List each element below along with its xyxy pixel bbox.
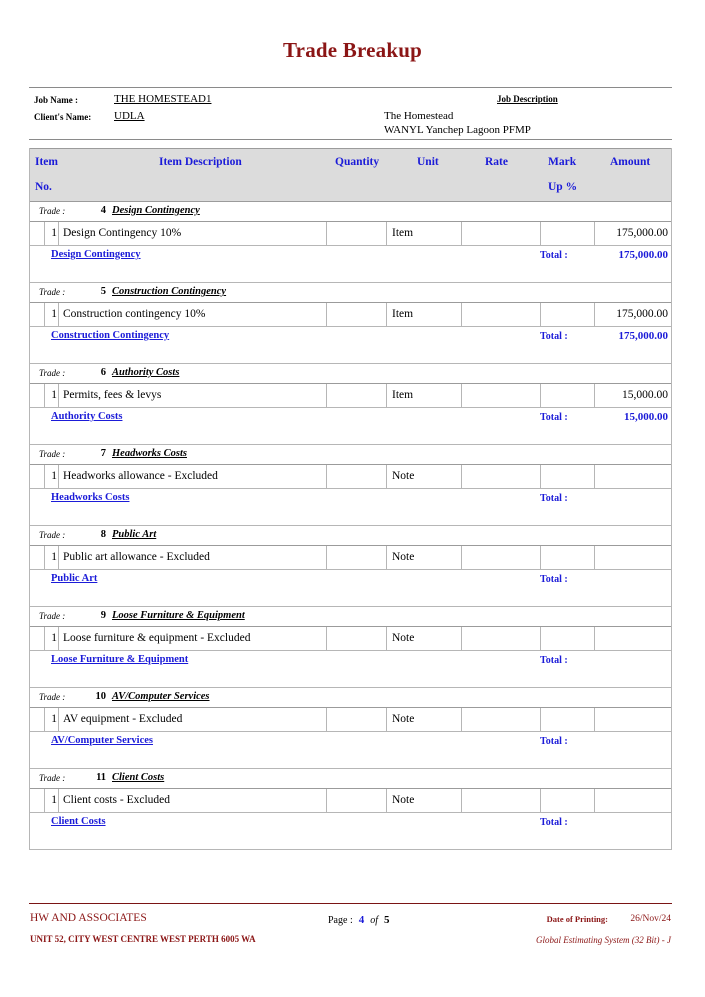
- row-gutter: [30, 384, 44, 407]
- trade-header-row: [30, 283, 671, 303]
- column-header-mark: Mark: [548, 156, 577, 168]
- trade-label: Trade :: [39, 773, 66, 783]
- row-gutter: [30, 465, 44, 488]
- column-header-amount: Amount: [610, 156, 651, 168]
- cell-unit: Note: [386, 465, 461, 488]
- page-label: Page :: [328, 915, 353, 926]
- cell-description: Loose furniture & equipment - Excluded: [58, 627, 326, 650]
- footer-date-value: 26/Nov/24: [630, 914, 671, 924]
- trade-total-row: [30, 570, 671, 606]
- cell-mark-up: [540, 222, 594, 245]
- cell-description: Design Contingency 10%: [58, 222, 326, 245]
- trade-group: [30, 202, 671, 283]
- trade-group: [30, 688, 671, 769]
- trade-number: 11: [96, 772, 106, 783]
- cell-amount: 175,000.00: [594, 222, 672, 245]
- trade-total-row: [30, 408, 671, 444]
- trade-name[interactable]: Authority Costs: [112, 367, 180, 378]
- cell-mark-up: [540, 465, 594, 488]
- cell-amount: 15,000.00: [594, 384, 672, 407]
- total-label: Total :: [540, 736, 568, 747]
- cell-quantity: [326, 546, 386, 569]
- trade-total-name[interactable]: Construction Contingency: [51, 330, 170, 341]
- trade-breakup-table: [29, 148, 672, 850]
- trade-label: Trade :: [39, 287, 66, 297]
- cell-unit: Item: [386, 303, 461, 326]
- trade-number: 10: [95, 691, 106, 702]
- cell-item-no: 1: [44, 546, 58, 569]
- cell-rate: [461, 222, 540, 245]
- cell-unit: Item: [386, 384, 461, 407]
- footer-company-name: HW AND ASSOCIATES: [30, 912, 147, 924]
- trade-header-row: [30, 364, 671, 384]
- total-label: Total :: [540, 655, 568, 666]
- cell-item-no: 1: [44, 465, 58, 488]
- job-description-heading: Job Description: [497, 94, 558, 104]
- cell-rate: [461, 789, 540, 812]
- trade-label: Trade :: [39, 611, 66, 621]
- trade-group: [30, 607, 671, 688]
- trade-number: 4: [100, 205, 106, 216]
- column-header-unit: Unit: [417, 156, 439, 168]
- trade-total-name[interactable]: Headworks Costs: [51, 492, 130, 503]
- cell-item-no: 1: [44, 303, 58, 326]
- cell-description: Headworks allowance - Excluded: [58, 465, 326, 488]
- trade-group: [30, 769, 671, 850]
- cell-amount: [594, 789, 672, 812]
- trade-total-row: [30, 651, 671, 687]
- page-of-label: of: [370, 915, 378, 926]
- table-row: [30, 708, 671, 732]
- trade-header-row: [30, 526, 671, 546]
- trade-name[interactable]: Headworks Costs: [112, 448, 187, 459]
- table-row: [30, 627, 671, 651]
- current-page-number: 4: [358, 914, 365, 926]
- cell-quantity: [326, 789, 386, 812]
- trade-number: 8: [100, 529, 106, 540]
- total-label: Total :: [540, 574, 568, 585]
- row-gutter: [30, 627, 44, 650]
- trade-label: Trade :: [39, 692, 66, 702]
- column-header-item-no: No.: [35, 181, 52, 193]
- cell-rate: [461, 303, 540, 326]
- trade-group: [30, 526, 671, 607]
- total-label: Total :: [540, 817, 568, 828]
- table-row: [30, 546, 671, 570]
- trade-label: Trade :: [39, 449, 66, 459]
- trade-name[interactable]: Design Contingency: [112, 205, 200, 216]
- job-name-label: Job Name :: [34, 95, 78, 105]
- job-description-line-2: WANYL Yanchep Lagoon PFMP: [384, 124, 531, 136]
- trade-header-row: [30, 202, 671, 222]
- cell-quantity: [326, 384, 386, 407]
- cell-unit: Note: [386, 708, 461, 731]
- page-title: Trade Breakup: [283, 38, 422, 62]
- cell-amount: [594, 627, 672, 650]
- cell-unit: Note: [386, 546, 461, 569]
- cell-item-no: 1: [44, 708, 58, 731]
- cell-item-no: 1: [44, 789, 58, 812]
- table-row: [30, 384, 671, 408]
- trade-total-value: 175,000.00: [618, 330, 668, 342]
- cell-description: Client costs - Excluded: [58, 789, 326, 812]
- trade-number: 5: [100, 286, 106, 297]
- row-gutter: [30, 222, 44, 245]
- cell-rate: [461, 546, 540, 569]
- trade-name[interactable]: Construction Contingency: [112, 286, 227, 297]
- trade-name[interactable]: Client Costs: [112, 772, 165, 783]
- cell-description: AV equipment - Excluded: [58, 708, 326, 731]
- trade-total-value: 175,000.00: [618, 249, 668, 261]
- trade-group: [30, 283, 671, 364]
- table-row: [30, 465, 671, 489]
- cell-rate: [461, 384, 540, 407]
- trade-total-name[interactable]: Client Costs: [51, 816, 106, 827]
- trade-header-row: [30, 607, 671, 627]
- trade-number: 9: [100, 610, 106, 621]
- row-gutter: [30, 303, 44, 326]
- cell-amount: [594, 465, 672, 488]
- cell-description: Permits, fees & levys: [58, 384, 326, 407]
- cell-amount: 175,000.00: [594, 303, 672, 326]
- cell-item-no: 1: [44, 384, 58, 407]
- cell-quantity: [326, 627, 386, 650]
- table-column-headers: [30, 148, 671, 202]
- trade-total-row: [30, 246, 671, 282]
- cell-mark-up: [540, 789, 594, 812]
- trade-total-name[interactable]: Public Art: [51, 573, 98, 584]
- cell-unit: Item: [386, 222, 461, 245]
- job-name-value: THE HOMESTEAD1: [114, 93, 212, 105]
- column-header-quantity: Quantity: [335, 156, 380, 168]
- cell-unit: Note: [386, 627, 461, 650]
- cell-mark-up: [540, 627, 594, 650]
- cell-item-no: 1: [44, 627, 58, 650]
- cell-amount: [594, 546, 672, 569]
- cell-quantity: [326, 222, 386, 245]
- trade-header-row: [30, 445, 671, 465]
- cell-quantity: [326, 465, 386, 488]
- table-row: [30, 222, 671, 246]
- trade-total-row: [30, 732, 671, 768]
- column-header-rate: Rate: [485, 156, 508, 168]
- cell-mark-up: [540, 303, 594, 326]
- trade-total-row: [30, 327, 671, 363]
- trade-total-row: [30, 813, 671, 849]
- cell-amount: [594, 708, 672, 731]
- cell-description: Construction contingency 10%: [58, 303, 326, 326]
- trade-total-name[interactable]: Design Contingency: [51, 249, 141, 260]
- cell-quantity: [326, 303, 386, 326]
- cell-rate: [461, 708, 540, 731]
- table-row: [30, 789, 671, 813]
- cell-rate: [461, 627, 540, 650]
- trade-header-row: [30, 688, 671, 708]
- total-label: Total :: [540, 250, 568, 261]
- trade-total-row: [30, 489, 671, 525]
- trade-group: [30, 364, 671, 445]
- trade-label: Trade :: [39, 206, 66, 216]
- row-gutter: [30, 789, 44, 812]
- total-label: Total :: [540, 412, 568, 423]
- total-label: Total :: [540, 331, 568, 342]
- footer-pagination: [328, 914, 390, 926]
- client-name-label: Client's Name:: [34, 112, 92, 122]
- column-header-item: Item: [35, 156, 58, 168]
- trade-group: [30, 445, 671, 526]
- footer-date-label: Date of Printing:: [546, 914, 608, 924]
- trade-name[interactable]: Public Art: [112, 529, 157, 540]
- cell-mark-up: [540, 546, 594, 569]
- cell-mark-up: [540, 708, 594, 731]
- trade-label: Trade :: [39, 368, 66, 378]
- trade-name[interactable]: Loose Furniture & Equipment: [112, 610, 245, 621]
- row-gutter: [30, 708, 44, 731]
- trade-header-row: [30, 769, 671, 789]
- footer-system-name: Global Estimating System (32 Bit) - J: [536, 935, 671, 945]
- trade-total-name[interactable]: AV/Computer Services: [51, 735, 153, 746]
- job-description-line-1: The Homestead: [384, 110, 454, 122]
- trade-total-name[interactable]: Loose Furniture & Equipment: [51, 654, 189, 665]
- trade-total-value: 15,000.00: [624, 411, 668, 423]
- trade-number: 7: [100, 448, 106, 459]
- row-gutter: [30, 546, 44, 569]
- column-header-description: Item Description: [159, 156, 242, 168]
- client-name-value: UDLA: [114, 110, 145, 122]
- trade-total-name[interactable]: Authority Costs: [51, 411, 123, 422]
- total-label: Total :: [540, 493, 568, 504]
- trade-number: 6: [100, 367, 106, 378]
- cell-description: Public art allowance - Excluded: [58, 546, 326, 569]
- table-row: [30, 303, 671, 327]
- total-page-count: 5: [384, 914, 390, 926]
- cell-rate: [461, 465, 540, 488]
- cell-mark-up: [540, 384, 594, 407]
- cell-item-no: 1: [44, 222, 58, 245]
- page-footer: [29, 903, 672, 955]
- cell-unit: Note: [386, 789, 461, 812]
- footer-company-address: UNIT 52, CITY WEST CENTRE WEST PERTH 6005 WA: [30, 934, 256, 944]
- column-header-up-percent: Up %: [548, 181, 578, 193]
- cell-quantity: [326, 708, 386, 731]
- trade-label: Trade :: [39, 530, 66, 540]
- job-info-block: [29, 87, 672, 140]
- trade-name[interactable]: AV/Computer Services: [112, 691, 210, 702]
